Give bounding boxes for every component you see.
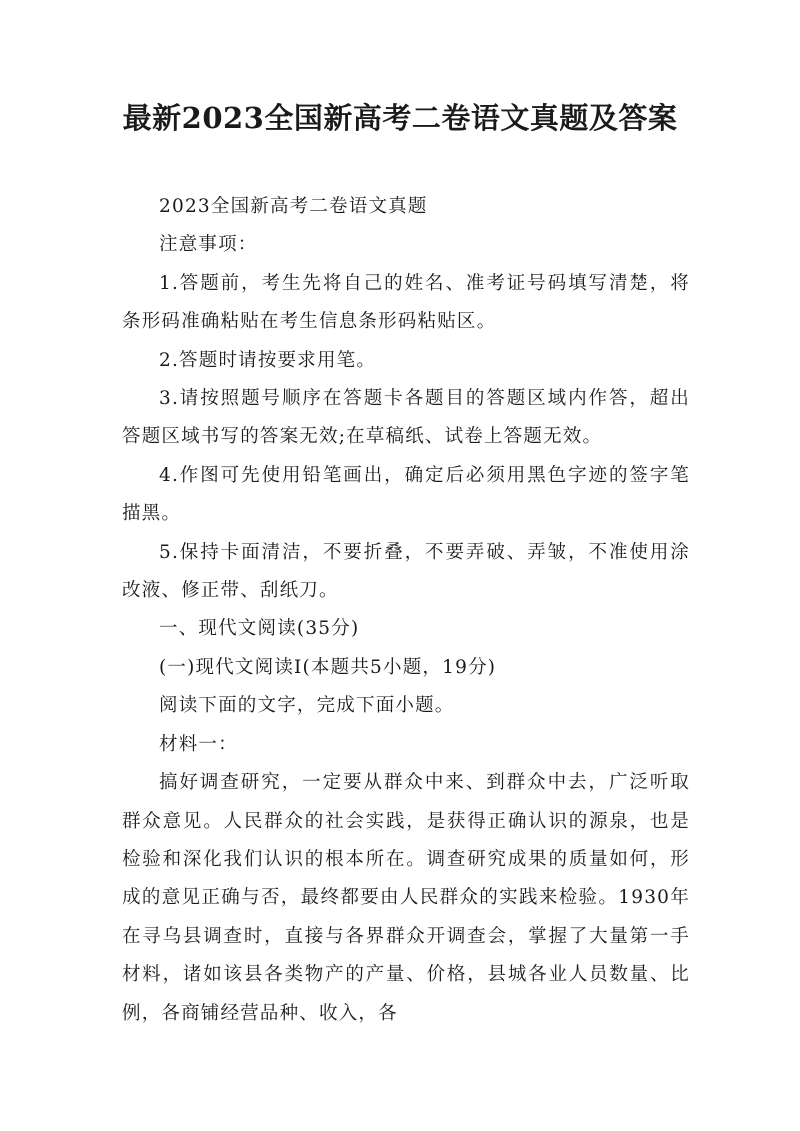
notice-heading: 注意事项： bbox=[159, 234, 258, 256]
material-label: 材料一： bbox=[159, 733, 238, 755]
notice-item-1: 1.答题前，考生先将自己的姓名、准考证号码填写清楚，将条形码准确粘贴在考生信息条形码粘贴区。 bbox=[122, 272, 690, 333]
notice-item-3: 3.请按照题号顺序在答题卡各题目的答题区域内作答，超出答题区域书写的答案无效;在草稿纸、试卷上答题无效。 bbox=[122, 388, 690, 448]
paper-heading: 2023全国新高考二卷语文真题 bbox=[159, 196, 428, 217]
subsection-heading: (一)现代文阅读I(本题共5小题，19分) bbox=[159, 656, 497, 678]
notice-item-5: 5.保持卡面清洁，不要折叠，不要弄破、弄皱，不准使用涂改液、修正带、刮纸刀。 bbox=[122, 541, 690, 602]
notice-item-2: 2.答题时请按要求用笔。 bbox=[159, 349, 377, 371]
section-heading: 一、现代文阅读(35分) bbox=[159, 618, 360, 640]
document-body bbox=[122, 188, 690, 1033]
document-title: 最新2023全国新高考二卷语文真题及答案 bbox=[122, 101, 678, 135]
instruction-text: 阅读下面的文字，完成下面小题。 bbox=[159, 695, 455, 717]
material-paragraph: 搞好调查研究，一定要从群众中来、到群众中去，广泛听取群众意见。人民群众的社会实践，是获得正确认识的源泉，也是检验和深化我们认识的根本所在。调查研究成果的质量如何，形成的意见正确与否，最终都要由人民群众的实践来检验。1930年在寻乌县调查时，直接与各界群众开调查会，掌握了大量第一手材料，诸如该县各类物产的产量、价格，县城各业人员数量、比例，各商铺经营品种、收入，各 bbox=[122, 772, 690, 1024]
notice-item-4: 4.作图可先使用铅笔画出，确定后必须用黑色字迹的签字笔描黑。 bbox=[122, 464, 690, 525]
